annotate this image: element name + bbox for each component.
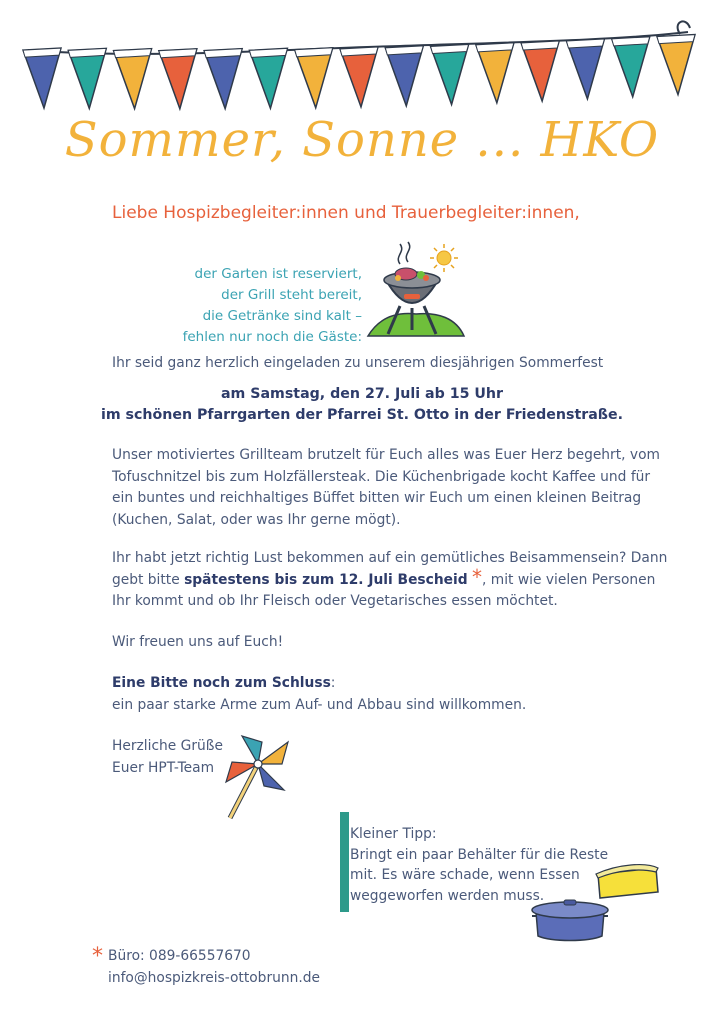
food-containers-illustration xyxy=(528,858,666,944)
bunting-flag-band xyxy=(385,46,423,55)
bunting-flag-band xyxy=(295,48,333,57)
bunting-flag-band xyxy=(114,49,152,58)
intro-line: der Garten ist reserviert, xyxy=(194,266,362,282)
bunting-flag-band xyxy=(249,48,287,57)
office-phone: Büro: 089-66557670 xyxy=(108,948,251,964)
rsvp-deadline: spätestens bis zum 12. Juli Bescheid xyxy=(184,571,468,588)
tip-line: weggeworfen werden muss. xyxy=(350,887,545,904)
bunting-flag-band xyxy=(476,43,514,52)
bunting-flag-band xyxy=(612,37,650,46)
tip-line: mit. Es wäre schade, wenn Essen xyxy=(350,867,580,883)
signature-team: Euer HPT-Team xyxy=(112,759,215,776)
bunting-flag-band xyxy=(431,44,469,53)
intro-line: fehlen nur noch die Gäste: xyxy=(182,329,362,345)
contact-asterisk: * xyxy=(92,944,103,969)
page-title: Sommer, Sonne ... HKO xyxy=(64,112,660,168)
tip-heading: Kleiner Tipp: xyxy=(350,826,437,842)
event-location: im schönen Pfarrgarten der Pfarrei St. Otto in der Friedenstraße. xyxy=(100,407,624,423)
request-colon: : xyxy=(330,675,336,691)
bunting-flag-band xyxy=(68,48,106,57)
contact-block xyxy=(92,946,320,989)
salutation: Liebe Hospizbegleiter:innen und Trauerbegleiter:innen, xyxy=(112,203,580,223)
intro-line: die Getränke sind kalt – xyxy=(202,308,362,324)
greeting-line: Herzliche Grüße xyxy=(112,738,223,754)
bunting-garland-illustration xyxy=(0,0,724,130)
bunting-flag-band xyxy=(657,35,695,44)
intro-verse xyxy=(140,264,362,348)
asterisk-mark: * xyxy=(472,564,483,589)
bunting-flag-band xyxy=(340,47,378,56)
bunting-flag-band xyxy=(521,41,559,50)
event-date-location xyxy=(0,384,724,426)
rsvp-paragraph xyxy=(112,548,672,613)
rsvp-text-before: Ihr habt jetzt richtig Lust bekommen auf ein gemütliches Beisammensein? Dann gebt bitte xyxy=(112,550,668,588)
contact-email[interactable]: info@hospizkreis-ottobrunn.de xyxy=(108,969,320,986)
invitation-text: Ihr seid ganz herzlich eingeladen zu unserem diesjährigen Sommerfest xyxy=(112,355,604,371)
bunting-flag-band xyxy=(204,49,242,58)
request-paragraph xyxy=(112,673,672,716)
event-date: am Samstag, den 27. Juli ab 15 Uhr xyxy=(220,386,504,402)
grill-illustration xyxy=(360,238,472,342)
request-heading: Eine Bitte noch zum Schluss xyxy=(112,675,331,691)
bunting-flag-band xyxy=(23,48,61,57)
intro-line: der Grill steht bereit, xyxy=(221,287,362,303)
bunting-flag-band xyxy=(566,39,604,48)
grill-paragraph: Unser motiviertes Grillteam brutzelt für Euch alles was Euer Herz begehrt, vom Tofuschnitzel bis zum Holzfällersteak. Die Küchenbrigade kocht Kaffee und für ein buntes und reichhaltiges Büffet bitten wir Euch um einen kleinen Beitrag (Kuchen, Salat, oder was Ihr gerne mögt). xyxy=(112,447,660,528)
bunting-flag-band xyxy=(159,49,197,58)
greeting xyxy=(112,736,223,779)
rsvp-text-after: , mit wie vielen Personen Ihr kommt und ob Ihr Fleisch oder Vegetarisches essen möchtet. xyxy=(112,571,656,609)
closing-line: Wir freuen uns auf Euch! xyxy=(112,634,284,650)
tip-accent-bar xyxy=(340,812,349,912)
tip-line: Bringt ein paar Behälter für die Reste xyxy=(350,846,609,863)
pinwheel-illustration xyxy=(218,730,300,826)
request-text: ein paar starke Arme zum Auf- und Abbau sind willkommen. xyxy=(112,696,527,713)
